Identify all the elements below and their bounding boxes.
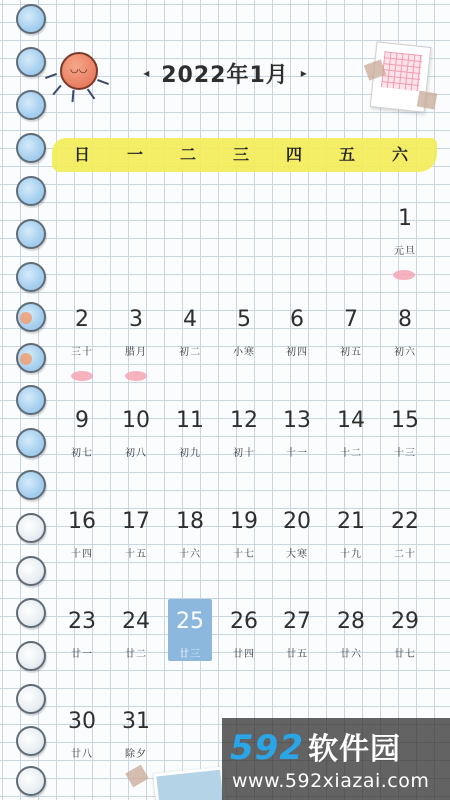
spiral-ring <box>16 726 46 756</box>
day-number: 26 <box>230 609 258 634</box>
lunar-date: 初十 <box>233 448 255 459</box>
day-number: 29 <box>391 609 419 634</box>
day-cell[interactable] <box>59 509 105 579</box>
spiral-ring <box>16 598 46 628</box>
day-cell[interactable] <box>113 609 159 679</box>
day-number: 3 <box>129 307 143 332</box>
day-cell[interactable] <box>59 609 105 679</box>
day-cell[interactable] <box>382 307 428 377</box>
next-month-icon[interactable]: ▸ <box>300 66 307 80</box>
day-number: 23 <box>68 609 96 634</box>
lunar-date: 廿八 <box>71 749 93 760</box>
lunar-date: 十二 <box>340 448 362 459</box>
spiral-ring <box>16 343 46 373</box>
blush-mark-icon <box>393 270 415 280</box>
lunar-date: 腊月 <box>125 347 147 358</box>
lunar-date: 十四 <box>71 549 93 560</box>
photo-sticker-icon <box>153 766 227 800</box>
day-cell[interactable] <box>221 609 267 679</box>
spiral-ring <box>16 766 46 796</box>
day-number: 1 <box>398 206 412 231</box>
spiral-ring <box>16 513 46 543</box>
spiral-ring <box>16 90 46 120</box>
day-number: 17 <box>122 509 150 534</box>
day-number: 9 <box>75 408 89 433</box>
lunar-date: 三十 <box>71 347 93 358</box>
day-cell-today[interactable] <box>167 609 213 679</box>
spiral-ring <box>16 47 46 77</box>
day-number: 13 <box>283 408 311 433</box>
day-cell[interactable] <box>328 509 374 579</box>
day-number: 10 <box>122 408 150 433</box>
weekday-sat: 六 <box>391 145 408 164</box>
spiral-binding <box>16 0 50 800</box>
lunar-date: 初四 <box>286 347 308 358</box>
spiral-ring <box>16 262 46 292</box>
weekday-fri: 五 <box>338 145 355 164</box>
weekday-thu: 四 <box>285 145 302 164</box>
lunar-date: 小寒 <box>233 347 255 358</box>
lunar-date: 廿三 <box>179 649 201 660</box>
lunar-date: 十一 <box>286 448 308 459</box>
day-cell[interactable] <box>328 408 374 478</box>
day-cell[interactable] <box>113 408 159 478</box>
day-number: 19 <box>230 509 258 534</box>
spiral-ring <box>16 176 46 206</box>
lunar-date: 廿六 <box>340 649 362 660</box>
month-header <box>130 58 320 88</box>
spiral-ring <box>16 4 46 34</box>
day-number: 5 <box>237 307 251 332</box>
day-cell[interactable] <box>59 408 105 478</box>
day-number: 14 <box>337 408 365 433</box>
lunar-date: 初二 <box>179 347 201 358</box>
lunar-date: 廿一 <box>71 649 93 660</box>
prev-month-icon[interactable]: ◂ <box>143 66 150 80</box>
lunar-date: 元旦 <box>394 246 416 257</box>
weekday-wed: 三 <box>232 145 249 164</box>
day-cell[interactable] <box>382 509 428 579</box>
day-cell[interactable] <box>167 408 213 478</box>
lunar-date: 初九 <box>179 448 201 459</box>
day-cell[interactable] <box>221 509 267 579</box>
lunar-date: 十六 <box>179 549 201 560</box>
lunar-date: 除夕 <box>125 749 147 760</box>
sun-sticker-icon: ◡◡ <box>50 48 110 98</box>
day-cell[interactable] <box>221 307 267 377</box>
lunar-date: 初七 <box>71 448 93 459</box>
day-cell[interactable] <box>221 408 267 478</box>
lunar-date: 初五 <box>340 347 362 358</box>
day-cell[interactable] <box>382 206 428 276</box>
day-number: 21 <box>337 509 365 534</box>
weekday-mon: 一 <box>126 145 143 164</box>
lunar-date: 廿五 <box>286 649 308 660</box>
day-cell[interactable] <box>59 709 105 779</box>
day-cell[interactable] <box>113 509 159 579</box>
day-number: 27 <box>283 609 311 634</box>
day-cell[interactable] <box>328 307 374 377</box>
lunar-date: 廿二 <box>125 649 147 660</box>
lunar-date: 二十 <box>394 549 416 560</box>
lunar-date: 大寒 <box>286 549 308 560</box>
day-number: 16 <box>68 509 96 534</box>
spiral-ring <box>16 556 46 586</box>
day-number: 18 <box>176 509 204 534</box>
watermark-logo-number: 592 <box>230 728 304 768</box>
weekday-tue: 二 <box>179 145 196 164</box>
day-cell[interactable] <box>274 609 320 679</box>
day-number: 20 <box>283 509 311 534</box>
lunar-date: 初八 <box>125 448 147 459</box>
spiral-ring <box>16 385 46 415</box>
day-number: 7 <box>344 307 358 332</box>
blush-mark-icon <box>71 371 93 381</box>
watermark-url: www.592xiazai.com <box>232 770 430 792</box>
day-number: 30 <box>68 709 96 734</box>
spiral-ring <box>16 684 46 714</box>
spiral-ring <box>16 428 46 458</box>
spiral-ring <box>16 470 46 500</box>
day-number: 2 <box>75 307 89 332</box>
day-number: 25 <box>176 609 204 634</box>
day-cell[interactable] <box>167 509 213 579</box>
day-cell[interactable] <box>274 307 320 377</box>
spiral-ring <box>16 641 46 671</box>
spiral-ring <box>16 219 46 249</box>
lunar-date: 十三 <box>394 448 416 459</box>
day-number: 28 <box>337 609 365 634</box>
lunar-date: 廿七 <box>394 649 416 660</box>
day-cell[interactable] <box>274 509 320 579</box>
site-watermark <box>222 718 450 800</box>
weekday-sun: 日 <box>73 145 90 164</box>
day-cell[interactable] <box>167 307 213 377</box>
day-number: 31 <box>122 709 150 734</box>
month-title: 2022年1月 <box>161 62 289 88</box>
day-number: 4 <box>183 307 197 332</box>
day-cell[interactable] <box>382 609 428 679</box>
lunar-date: 十九 <box>340 549 362 560</box>
day-number: 24 <box>122 609 150 634</box>
day-cell[interactable] <box>274 408 320 478</box>
day-cell[interactable] <box>328 609 374 679</box>
lunar-date: 初六 <box>394 347 416 358</box>
lunar-date: 廿四 <box>233 649 255 660</box>
day-cell[interactable] <box>59 307 105 377</box>
weekday-header-row <box>56 140 426 170</box>
tape-icon <box>417 91 438 110</box>
day-number: 15 <box>391 408 419 433</box>
day-number: 22 <box>391 509 419 534</box>
spiral-ring <box>16 302 46 332</box>
lunar-date: 十五 <box>125 549 147 560</box>
day-cell[interactable] <box>382 408 428 478</box>
day-number: 11 <box>176 408 204 433</box>
watermark-logo <box>230 724 401 768</box>
lunar-date: 十七 <box>233 549 255 560</box>
day-number: 8 <box>398 307 412 332</box>
day-cell[interactable] <box>113 307 159 377</box>
watermark-logo-text: 软件园 <box>307 732 401 767</box>
spiral-ring <box>16 133 46 163</box>
day-number: 12 <box>230 408 258 433</box>
day-number: 6 <box>290 307 304 332</box>
blush-mark-icon <box>125 371 147 381</box>
